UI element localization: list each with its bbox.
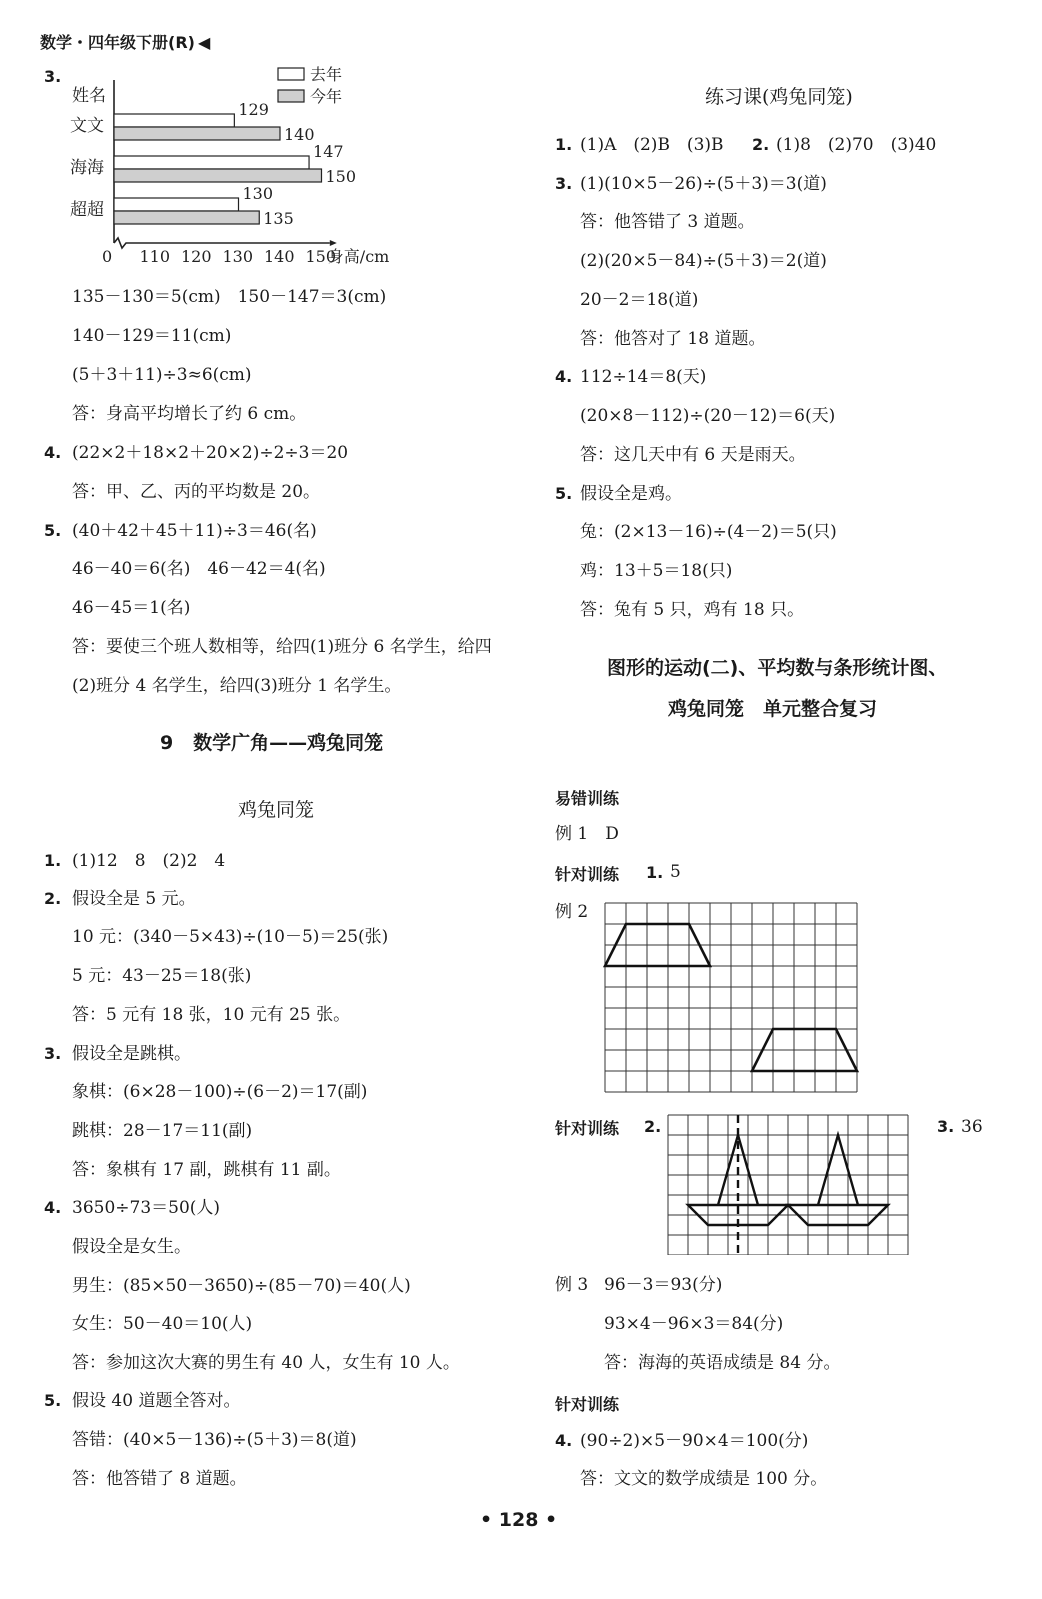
r1-number: 1.	[555, 135, 573, 154]
height-bar-chart	[60, 60, 400, 275]
category-label: 海海	[70, 158, 104, 178]
legend-label: 今年	[310, 87, 343, 106]
lesson-title-left: 鸡兔同笼	[238, 799, 315, 821]
a4-line-3: 女生：50－40＝10(人)	[72, 1314, 253, 1334]
bar-去年	[114, 114, 234, 127]
chapter-title: 数学广角——鸡兔同笼	[193, 732, 384, 754]
q5-number: 5.	[44, 521, 62, 540]
symmetry-grid	[666, 1113, 916, 1255]
bar-去年	[114, 198, 239, 211]
y-axis-label: 姓名	[72, 86, 106, 106]
r4-text: 112÷14＝8(天)	[580, 367, 707, 387]
legend-swatch	[278, 68, 304, 80]
a3-text: 假设全是跳棋。	[72, 1044, 191, 1064]
zd1-text: 5	[670, 862, 681, 882]
r2-number: 2.	[752, 135, 770, 154]
r3-line-2: (2)(20×5－84)÷(5＋3)＝2(道)	[580, 251, 827, 271]
a4-answer: 答：参加这次大赛的男生有 40 人，女生有 10 人。	[72, 1353, 460, 1373]
q4-answer: 答：甲、乙、丙的平均数是 20。	[72, 482, 321, 502]
example-1: 例 1 D	[555, 824, 619, 844]
data-label: 129	[238, 100, 269, 119]
q5-line-1: 46－40＝6(名) 46－42＝4(名)	[72, 559, 326, 579]
x-tick-label: 130	[222, 247, 254, 266]
a4-line-2: 男生：(85×50－3650)÷(85－70)＝40(人)	[72, 1276, 411, 1296]
q5-answer-1: 答：要使三个班人数相等，给四(1)班分 6 名学生，给四	[72, 637, 492, 657]
yicuo-label: 易错训练	[555, 789, 620, 808]
x-tick-label: 150	[305, 247, 337, 266]
r-q4-number: 4.	[555, 1431, 573, 1450]
data-label: 140	[284, 125, 315, 144]
a3-number: 3.	[44, 1044, 62, 1063]
a2-answer: 答：5 元有 18 张，10 元有 25 张。	[72, 1005, 351, 1025]
header-marker-icon: ◀	[197, 33, 211, 52]
bar-今年	[114, 127, 280, 140]
q5-text: (40＋42＋45＋11)÷3＝46(名)	[72, 521, 317, 541]
q3-right-text: 36	[961, 1117, 983, 1137]
r3-text: (1)(10×5－26)÷(5＋3)＝3(道)	[580, 174, 827, 194]
example-3-text: 96－3＝93(分)	[604, 1275, 723, 1295]
r2-text: (1)8 (2)70 (3)40	[776, 135, 937, 155]
q3-line-2: 140－129＝11(cm)	[72, 326, 232, 346]
r5-line-2: 鸡：13＋5＝18(只)	[580, 561, 733, 581]
x-axis-label: 身高/cm	[327, 247, 390, 266]
r5-number: 5.	[555, 484, 573, 503]
zd3-label: 针对训练	[555, 1395, 620, 1414]
a2-line-2: 5 元：43－25＝18(张)	[72, 966, 252, 986]
r1-text: (1)A (2)B (3)B	[580, 135, 724, 155]
category-label: 超超	[70, 200, 104, 220]
q3-answer: 答：身高平均增长了约 6 cm。	[72, 404, 307, 424]
data-label: 147	[313, 142, 344, 161]
zd2-label: 针对训练	[555, 1119, 620, 1138]
a5-answer: 答：他答错了 8 道题。	[72, 1469, 247, 1489]
legend-swatch	[278, 90, 304, 102]
chapter-heading	[160, 728, 383, 755]
a4-line-1: 假设全是女生。	[72, 1237, 191, 1257]
a1-number: 1.	[44, 851, 62, 870]
a3-line-2: 跳棋：28－17＝11(副)	[72, 1121, 253, 1141]
category-label: 文文	[70, 116, 104, 136]
data-label: 135	[263, 209, 294, 228]
r3-number: 3.	[555, 174, 573, 193]
translation-grid	[603, 901, 866, 1095]
a4-text: 3650÷73＝50(人)	[72, 1198, 221, 1218]
q3-right-number: 3.	[937, 1117, 955, 1136]
a3-line-1: 象棋：(6×28－100)÷(6－2)＝17(副)	[72, 1082, 368, 1102]
q4-number: 4.	[44, 443, 62, 462]
sailboat-right	[788, 1135, 888, 1225]
r3-line-3: 20－2＝18(道)	[580, 290, 699, 310]
bar-今年	[114, 169, 322, 182]
review-title-line-1: 图形的运动(二)、平均数与条形统计图、	[607, 657, 948, 679]
q5-line-2: 46－45＝1(名)	[72, 598, 191, 618]
r5-line-1: 兔：(2×13－16)÷(4－2)＝5(只)	[580, 522, 837, 542]
q4-text: (22×2＋18×2＋20×2)÷2÷3＝20	[72, 443, 349, 463]
x-tick-label: 110	[139, 247, 171, 266]
example-3-label: 例 3	[555, 1275, 589, 1295]
q3-number: 3.	[44, 67, 62, 86]
zd1-label: 针对训练	[555, 865, 620, 884]
q5-answer-2: (2)班分 4 名学生，给四(3)班分 1 名学生。	[72, 676, 402, 696]
a4-number: 4.	[44, 1198, 62, 1217]
page-number-text: 128	[498, 1509, 539, 1531]
r4-answer: 答：这几天中有 6 天是雨天。	[580, 445, 806, 465]
data-label: 130	[242, 184, 274, 203]
header-title-text: 数学・四年级下册(R)	[40, 33, 195, 52]
x-axis-arrow	[330, 240, 337, 246]
r-q4-text: (90÷2)×5－90×4＝100(分)	[580, 1431, 809, 1451]
a1-text: (1)12 8 (2)2 4	[72, 851, 226, 871]
x-tick-label: 140	[264, 247, 295, 266]
a5-number: 5.	[44, 1391, 62, 1410]
bar-去年	[114, 156, 309, 169]
zd1-number: 1.	[646, 863, 664, 882]
x-tick-label: 0	[102, 247, 113, 266]
a2-text: 假设全是 5 元。	[72, 889, 196, 909]
x-tick-label: 120	[181, 247, 212, 266]
r4-line-1: (20×8－112)÷(20－12)＝6(天)	[580, 406, 836, 426]
a5-line-1: 答错：(40×5－136)÷(5＋3)＝8(道)	[72, 1430, 357, 1450]
a5-text: 假设 40 道题全答对。	[72, 1391, 241, 1411]
a2-line-1: 10 元：(340－5×43)÷(10－5)＝25(张)	[72, 927, 389, 947]
lesson-title-right: 练习课(鸡兔同笼)	[705, 86, 853, 108]
r3-line-1: 答：他答错了 3 道题。	[580, 212, 755, 232]
a2-number: 2.	[44, 889, 62, 908]
example-3-answer: 答：海海的英语成绩是 84 分。	[604, 1353, 841, 1373]
legend-label: 去年	[310, 65, 343, 84]
data-label: 150	[325, 167, 357, 186]
r3-answer: 答：他答对了 18 道题。	[580, 329, 766, 349]
r5-text: 假设全是鸡。	[580, 484, 682, 504]
a3-answer: 答：象棋有 17 副，跳棋有 11 副。	[72, 1160, 341, 1180]
example-3-line-1: 93×4－96×3＝84(分)	[604, 1314, 784, 1334]
q3-line-1: 135－130＝5(cm) 150－147＝3(cm)	[72, 287, 387, 307]
example-2: 例 2	[555, 902, 589, 922]
zd2-number: 2.	[644, 1117, 662, 1136]
page-number: • 128 •	[480, 1509, 558, 1531]
bar-今年	[114, 211, 259, 224]
r-q4-answer: 答：文文的数学成绩是 100 分。	[580, 1469, 828, 1489]
r4-number: 4.	[555, 367, 573, 386]
q3-line-3: (5＋3＋11)÷3≈6(cm)	[72, 365, 252, 385]
r5-answer: 答：兔有 5 只，鸡有 18 只。	[580, 600, 805, 620]
chapter-number: 9	[160, 732, 174, 754]
review-title-line-2: 鸡兔同笼 单元整合复习	[668, 698, 878, 720]
header-title	[40, 30, 210, 53]
